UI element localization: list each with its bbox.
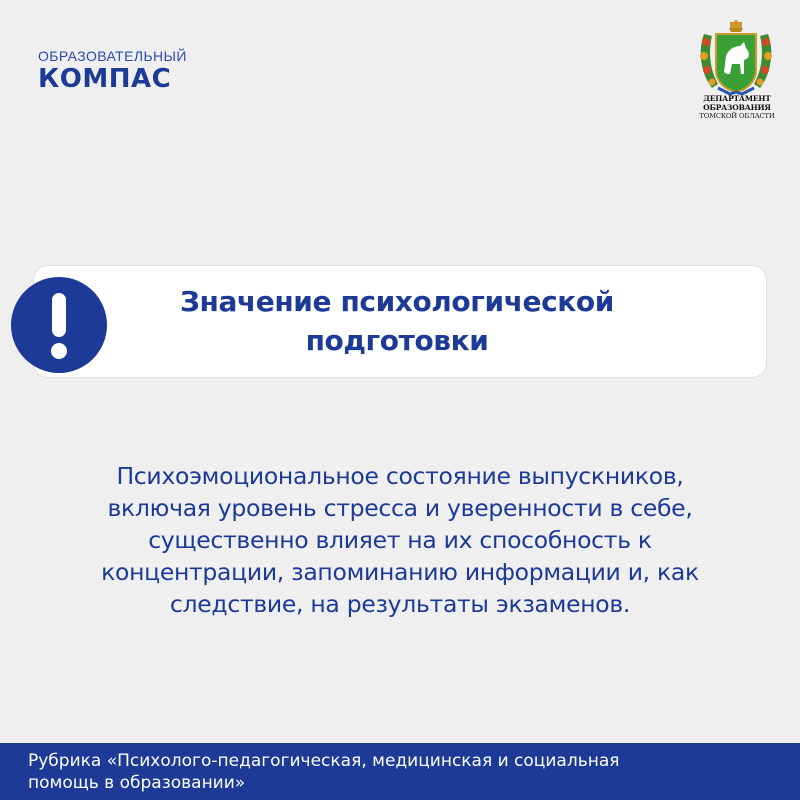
- footer-bar: [0, 743, 800, 800]
- page-title-line: Значение психологической: [180, 285, 614, 318]
- body-line: следствие, на результаты экзаменов.: [169, 590, 631, 618]
- body-line: концентрации, запоминанию информации и, как: [101, 558, 699, 586]
- body-line: включая уровень стресса и уверенности в себе,: [107, 494, 693, 522]
- page-title: [112, 282, 682, 360]
- exclamation-icon: [11, 277, 107, 373]
- brand-logo: [38, 48, 187, 94]
- emblem-caption-line: ДЕПАРТАМЕНТ: [703, 94, 771, 103]
- emblem-caption: [694, 94, 780, 121]
- emblem-caption-line: ОБРАЗОВАНИЯ: [703, 103, 771, 112]
- body-line: существенно влияет на их способность к: [148, 526, 652, 554]
- body-paragraph: [40, 460, 760, 620]
- footer-text-line: Рубрика «Психолого-педагогическая, медицинская и социальная: [28, 751, 620, 771]
- footer-text-line: помощь в образовании»: [28, 773, 246, 793]
- page-title-line: подготовки: [305, 324, 489, 357]
- body-line: Психоэмоциональное состояние выпускников,: [116, 462, 684, 490]
- logo-subtitle: ОБРАЗОВАТЕЛЬНЫЙ: [38, 48, 187, 64]
- emblem-caption-line: ТОМСКОЙ ОБЛАСТИ: [699, 112, 775, 120]
- logo-title: КОМПАС: [38, 64, 172, 94]
